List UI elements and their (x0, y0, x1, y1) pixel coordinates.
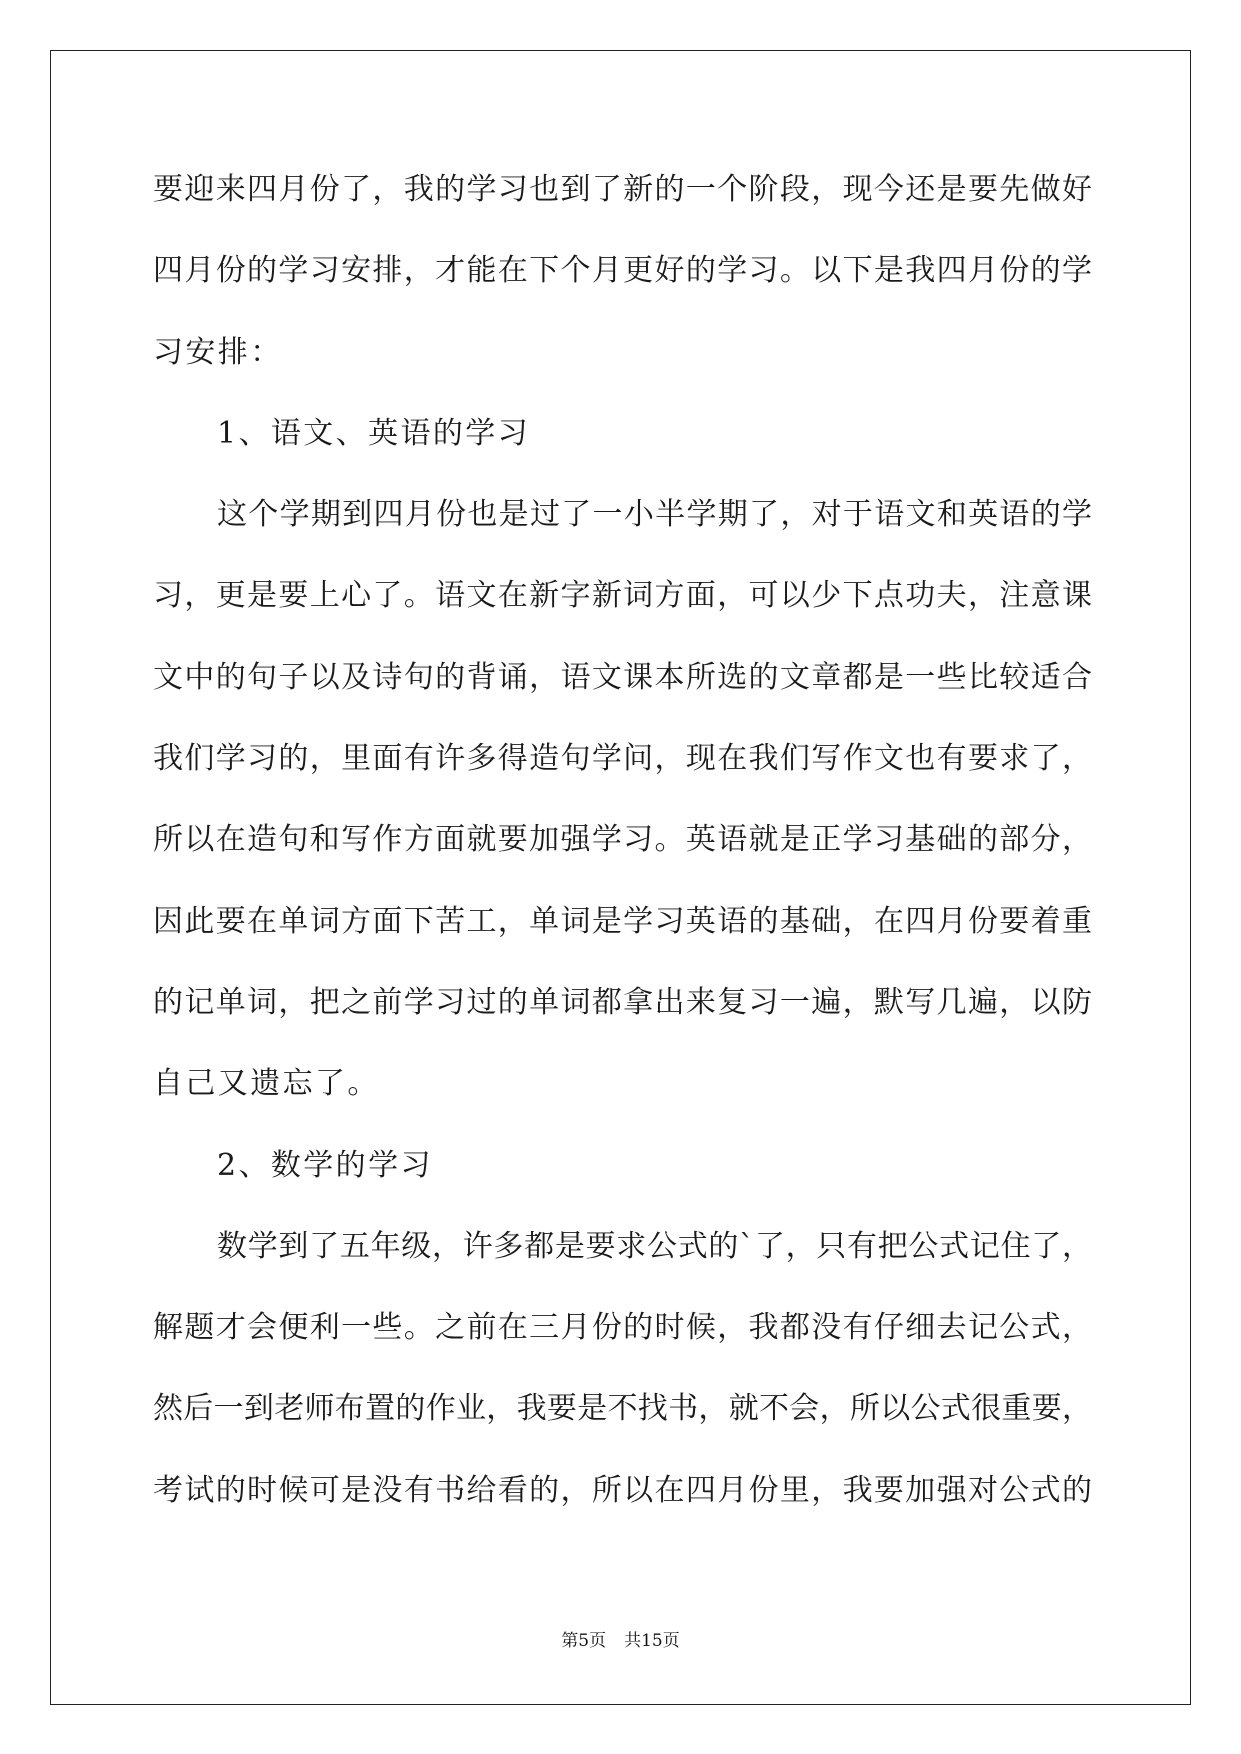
section-heading: 2、数学的学习 (217, 1147, 433, 1183)
section-heading: 1、语文、英语的学习 (217, 415, 531, 451)
paragraph-line: 习安排： (153, 334, 283, 370)
paragraph-line: 四月份的学习安排，才能在下个月更好的学习。以下是我四月份的学 (153, 253, 1092, 289)
paragraph-line: 所以在造句和写作方面就要加强学习。英语就是正学习基础的部分， (153, 822, 1092, 858)
paragraph-line: 因此要在单词方面下苦工，单词是学习英语的基础，在四月份要着重 (153, 903, 1092, 939)
page-footer (0, 1626, 1241, 1656)
paragraph-line: 文中的句子以及诗句的背诵，语文课本所选的文章都是一些比较适合 (153, 659, 1092, 695)
paragraph-line: 我们学习的，里面有许多得造句学问，现在我们写作文也有要求了， (153, 741, 1092, 777)
paragraph-line: 考试的时候可是没有书给看的，所以在四月份里，我要加强对公式的 (153, 1472, 1092, 1508)
paragraph-line: 数学到了五年级，许多都是要求公式的`了，只有把公式记住了， (217, 1228, 1092, 1264)
total-page-count: 共15页 (624, 1631, 680, 1651)
paragraph-line: 然后一到老师布置的作业，我要是不找书，就不会，所以公式很重要， (153, 1391, 1092, 1427)
paragraph-line: 这个学期到四月份也是过了一小半学期了，对于语文和英语的学 (217, 497, 1092, 533)
paragraph-line: 习，更是要上心了。语文在新字新词方面，可以少下点功夫，注意课 (153, 578, 1092, 614)
paragraph-line: 要迎来四月份了，我的学习也到了新的一个阶段，现今还是要先做好 (153, 172, 1092, 207)
paragraph-line: 的记单词，把之前学习过的单词都拿出来复习一遍，默写几遍，以防 (153, 984, 1092, 1020)
current-page-number: 第5页 (561, 1631, 607, 1651)
paragraph-line: 自己又遗忘了。 (153, 1066, 380, 1102)
document-body (153, 149, 1092, 1531)
paragraph-line: 解题才会便利一些。之前在三月份的时候，我都没有仔细去记公式， (153, 1310, 1092, 1346)
